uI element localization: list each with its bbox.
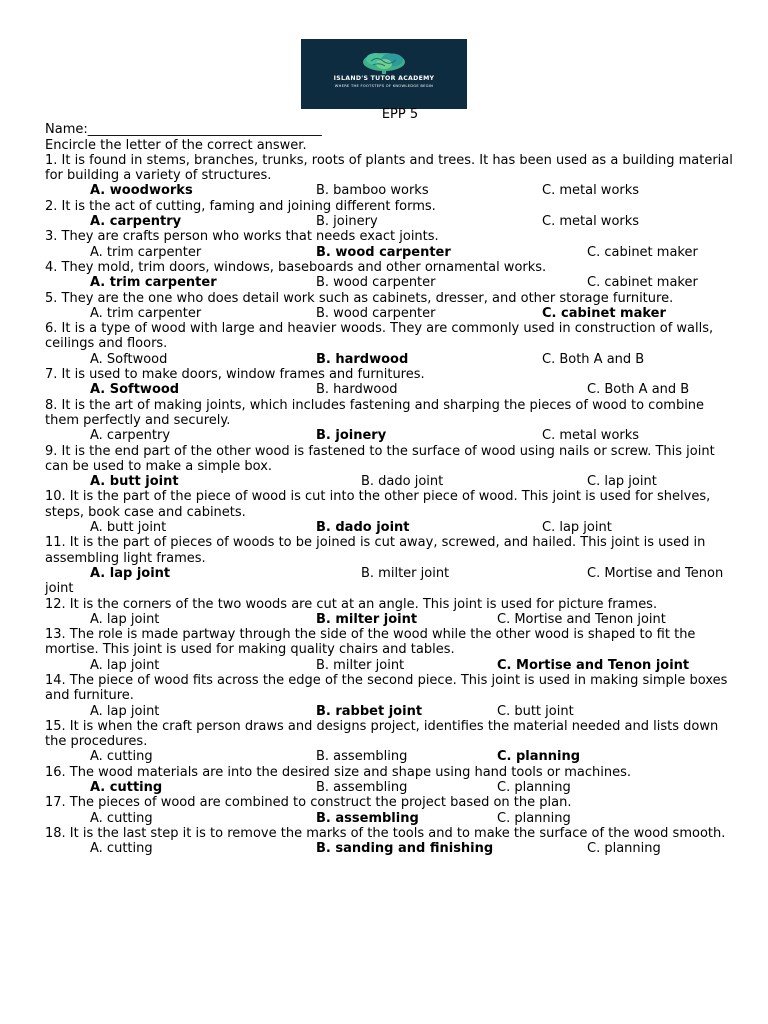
option-b[interactable]: B. hardwood: [316, 351, 409, 367]
logo-tagline: WHERE THE FOOTSTEPS OF KNOWLEDGE BEGIN: [334, 84, 434, 88]
question-text: 15. It is when the craft person draws and designs project, identifies the material needed and lists down the procedures.: [45, 718, 719, 750]
option-b[interactable]: B. dado joint: [316, 520, 410, 536]
option-b[interactable]: B. assembling: [316, 749, 408, 765]
option-b[interactable]: B. assembling: [316, 810, 419, 826]
question-text: 13. The role is made partway through the side of the wood while the other wood is shaped to fit the mortise. This joint is used for making quality chairs and tables.: [45, 627, 696, 658]
option-b[interactable]: B. milter joint: [361, 565, 450, 581]
option-b[interactable]: B. wood carpenter: [316, 244, 451, 260]
option-c[interactable]: C. planning: [587, 841, 661, 857]
option-b[interactable]: B. milter joint: [316, 611, 418, 627]
question-text: 12. It is the corners of the two woods are cut at an angle. This joint is used for picture frames.: [45, 596, 658, 612]
options-row: [45, 520, 735, 535]
option-c[interactable]: C. metal works: [542, 183, 640, 199]
question-text: 14. The piece of wood fits across the edge of the second piece. This joint is used in making simple boxes and furniture.: [45, 672, 728, 704]
option-b[interactable]: B. milter joint: [316, 657, 405, 673]
options-row: [45, 841, 735, 856]
option-a[interactable]: A. trim carpenter: [90, 305, 202, 321]
question-text: 2. It is the act of cutting, faming and joining different forms.: [45, 198, 436, 214]
option-b[interactable]: B. dado joint: [361, 474, 444, 490]
option-a[interactable]: A. lap joint: [90, 611, 160, 627]
option-b[interactable]: B. assembling: [316, 780, 408, 796]
question-text: 18. It is the last step it is to remove the marks of the tools and to make the surface of the wood smooth.: [45, 825, 726, 841]
option-c[interactable]: C. metal works: [542, 214, 640, 230]
option-a[interactable]: A. Softwood: [90, 382, 180, 398]
instruction-text: Encircle the letter of the correct answer.: [45, 137, 307, 153]
options-row: [45, 382, 735, 397]
question-text: 1. It is found in stems, branches, trunks, roots of plants and trees. It has been used as a building material for building a variety of structures.: [45, 152, 733, 184]
option-c[interactable]: C. Both A and B: [542, 351, 645, 367]
option-c[interactable]: C. cabinet maker: [587, 244, 698, 260]
brain-icon: [359, 51, 409, 75]
option-a[interactable]: A. cutting: [90, 749, 153, 765]
question-text: 16. The wood materials are into the desired size and shape using hand tools or machines.: [45, 764, 632, 780]
option-c[interactable]: C. lap joint: [587, 474, 657, 490]
question-text: 5. They are the one who does detail work such as cabinets, dresser, and other storage furniture.: [45, 290, 674, 306]
option-c[interactable]: C. Mortise and Tenon: [587, 565, 724, 581]
question-text: 8. It is the art of making joints, which includes fastening and sharping the pieces of wood to combine them perfectly and securely.: [45, 397, 705, 428]
options-row: [45, 275, 735, 290]
option-c[interactable]: C. Mortise and Tenon joint: [497, 657, 690, 673]
worksheet-body: [45, 107, 735, 857]
option-c[interactable]: C. Mortise and Tenon joint: [497, 611, 666, 627]
option-b[interactable]: B. wood carpenter: [316, 305, 436, 321]
options-row: [45, 658, 735, 673]
question-text: 10. It is the part of the piece of wood is cut into the other piece of wood. This joint is used for shelves, steps, book case and cabinets.: [45, 489, 711, 520]
option-c[interactable]: C. planning: [497, 810, 571, 826]
options-row: [45, 811, 735, 826]
option-a[interactable]: A. butt joint: [90, 474, 179, 490]
option-b[interactable]: B. wood carpenter: [316, 275, 436, 291]
question-text: 17. The pieces of wood are combined to construct the project based on the plan.: [45, 795, 572, 811]
question-list: [45, 153, 735, 857]
option-c[interactable]: C. butt joint: [497, 703, 574, 719]
option-b[interactable]: B. joinery: [316, 214, 378, 230]
option-a[interactable]: A. carpentry: [90, 428, 171, 444]
options-row: [45, 749, 735, 764]
option-a[interactable]: A. trim carpenter: [90, 244, 202, 260]
option-b[interactable]: B. joinery: [316, 428, 387, 444]
option-a[interactable]: A. Softwood: [90, 351, 168, 367]
options-row: [45, 183, 735, 198]
question-text: 4. They mold, trim doors, windows, baseboards and other ornamental works.: [45, 259, 547, 275]
option-a[interactable]: A. lap joint: [90, 703, 160, 719]
academy-logo: [301, 39, 467, 109]
options-row: [45, 214, 735, 229]
option-a[interactable]: A. cutting: [90, 810, 153, 826]
option-a[interactable]: A. carpentry: [90, 214, 182, 230]
option-c[interactable]: C. planning: [497, 780, 571, 796]
option-b[interactable]: B. hardwood: [316, 382, 398, 398]
option-continuation: joint: [45, 581, 74, 597]
name-field[interactable]: Name:____________________________________: [45, 122, 322, 138]
options-row: [45, 612, 735, 627]
options-row: [45, 474, 735, 489]
options-row: [45, 780, 735, 795]
option-a[interactable]: A. lap joint: [90, 565, 171, 581]
option-a[interactable]: A. trim carpenter: [90, 275, 217, 291]
question-text: 6. It is a type of wood with large and heavier woods. They are commonly used in construction of walls, ceilings and floors.: [45, 321, 714, 352]
option-c[interactable]: C. lap joint: [542, 520, 612, 536]
option-c[interactable]: C. metal works: [542, 428, 640, 444]
options-row: [45, 352, 735, 367]
options-row: [45, 245, 735, 260]
option-c[interactable]: C. cabinet maker: [542, 305, 666, 321]
option-a[interactable]: A. cutting: [90, 780, 163, 796]
option-b[interactable]: B. bamboo works: [316, 183, 429, 199]
subject-title: EPP 5: [381, 107, 419, 122]
question-text: 11. It is the part of pieces of woods to be joined is cut away, screwed, and hailed. This joint is used in assembling light frames.: [45, 535, 706, 566]
question-text: 9. It is the end part of the other wood is fastened to the surface of wood using nails or screw. This joint can be used to make a simple box.: [45, 443, 715, 474]
option-c[interactable]: C. cabinet maker: [587, 275, 698, 291]
option-b[interactable]: B. sanding and finishing: [316, 841, 494, 857]
option-c[interactable]: C. planning: [497, 749, 581, 765]
question-text: 7. It is used to make doors, window frames and furnitures.: [45, 367, 425, 383]
option-a[interactable]: A. butt joint: [90, 520, 167, 536]
options-row: [45, 566, 735, 581]
option-b[interactable]: B. rabbet joint: [316, 703, 423, 719]
options-row: [45, 306, 735, 321]
option-a[interactable]: A. cutting: [90, 841, 153, 857]
options-row: [45, 704, 735, 719]
option-a[interactable]: A. lap joint: [90, 657, 160, 673]
logo-title: ISLAND'S TUTOR ACADEMY: [333, 75, 435, 82]
options-row: [45, 428, 735, 443]
option-c[interactable]: C. Both A and B: [587, 382, 690, 398]
question-text: 3. They are crafts person who works that needs exact joints.: [45, 229, 439, 245]
option-a[interactable]: A. woodworks: [90, 183, 193, 199]
